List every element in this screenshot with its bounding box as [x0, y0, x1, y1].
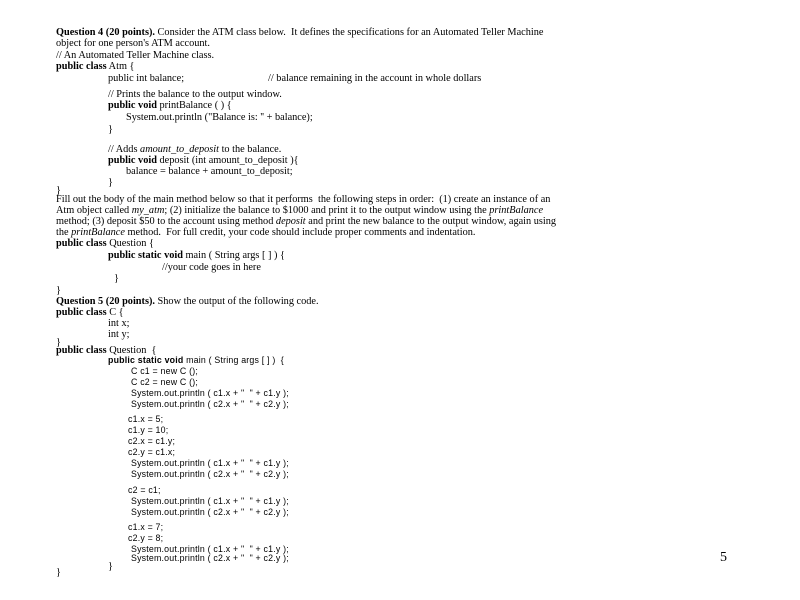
comment-text: // Adds — [108, 144, 141, 155]
q5-code-line: C c1 = new C (); — [131, 366, 198, 376]
task-text: and print the new balance to the output window, again using — [305, 216, 557, 227]
q4-main-comment: //your code goes in here — [162, 262, 261, 273]
q4-task-line-4 — [56, 227, 476, 238]
class-name: Atm { — [106, 61, 135, 72]
q5-c-class — [56, 307, 124, 318]
q5-c-class-close: } — [56, 337, 61, 348]
q4-field: public int balance; — [108, 73, 185, 84]
q4-method1-comment: // Prints the balance to the output window. — [108, 89, 282, 100]
q4-title: Question 4 (20 points). — [56, 27, 155, 38]
method-signature: printBalance ( ) { — [156, 100, 232, 111]
q5-code-line: System.out.println ( c2.x + " " + c2.y ); — [131, 507, 289, 517]
q4-class-decl — [56, 61, 134, 72]
comment-text: to the balance. — [219, 144, 282, 155]
q5-code-line: c2.x = c1.y; — [128, 436, 176, 446]
q4-question-class-close: } — [56, 285, 61, 296]
q4-class-close: } — [56, 185, 61, 196]
q5-field-x: int x; — [108, 318, 130, 329]
q4-class-comment: // An Automated Teller Machine class. — [56, 50, 215, 61]
keyword: public void — [108, 100, 157, 111]
q4-method1-signature — [108, 100, 232, 111]
q4-method1-close: } — [108, 124, 113, 135]
q5-code-line: System.out.println ( c2.x + " " + c2.y ); — [131, 399, 289, 409]
q5-main-signature — [108, 355, 284, 366]
q5-code-line: C c2 = new C (); — [131, 377, 198, 387]
method-signature: main ( String args [ ] ) { — [183, 355, 284, 365]
q4-intro-1: Consider the ATM class below. It defines the specifications for an Automated Teller Machine — [154, 27, 544, 38]
task-italic: printBalance — [489, 205, 544, 216]
q5-code-line: System.out.println ( c2.x + " " + c2.y ); — [131, 469, 289, 479]
q5-line-1 — [56, 296, 319, 307]
q4-intro-2: object for one person's ATM account. — [56, 38, 210, 49]
page-number: 5 — [720, 550, 727, 565]
q4-method2-close: } — [108, 177, 113, 188]
q4-task-line-1: Fill out the body of the main method below so that it performs the following steps in order: (1) create an instance of an — [56, 194, 551, 205]
class-name: Question { — [106, 238, 154, 249]
q4-task-line-3 — [56, 216, 556, 227]
q5-title: Question 5 (20 points). — [56, 296, 155, 307]
keyword: public void — [108, 155, 157, 166]
q5-code-line: System.out.println ( c2.x + " " + c2.y ); — [131, 553, 289, 563]
keyword: public class — [56, 61, 107, 72]
q4-field-comment: // balance remaining in the account in whole dollars — [268, 73, 482, 84]
q5-intro: Show the output of the following code. — [154, 296, 319, 307]
q5-code-line: c2 = c1; — [128, 485, 161, 495]
q4-method1-body: System.out.println ("Balance is: '' + balance); — [126, 112, 313, 123]
comment-italic: amount_to_deposit — [140, 144, 219, 155]
q5-field-y: int y; — [108, 329, 130, 340]
method-signature: deposit (int amount_to_deposit ){ — [156, 155, 299, 166]
q4-main-signature — [108, 250, 285, 261]
keyword: public class — [56, 238, 107, 249]
keyword: public class — [56, 307, 107, 318]
q4-question-class — [56, 238, 154, 249]
task-text: method; (3) deposit $50 to the account using method — [56, 216, 276, 227]
q5-class-close: } — [56, 567, 61, 578]
keyword: public class — [56, 345, 107, 356]
q5-code-line: System.out.println ( c1.x + " " + c1.y ); — [131, 458, 289, 468]
task-italic: deposit — [275, 216, 306, 227]
q4-method2-body: balance = balance + amount_to_deposit; — [126, 166, 293, 177]
q4-method2-comment — [108, 144, 281, 155]
task-text: ; (2) initialize the balance to $1000 and print it to the output window using the — [164, 205, 490, 216]
class-name: C { — [106, 307, 124, 318]
q4-task-line-2 — [56, 205, 543, 216]
q5-code-line: System.out.println ( c1.x + " " + c1.y ); — [131, 496, 289, 506]
q5-code-line: System.out.println ( c1.x + " " + c1.y ); — [131, 544, 289, 554]
task-italic: printBalance — [71, 227, 125, 238]
q4-line-1 — [56, 27, 543, 38]
q5-code-line: c2.y = 8; — [128, 533, 164, 543]
q5-code-line: c2.y = c1.x; — [128, 447, 176, 457]
class-name: Question { — [106, 345, 157, 356]
q5-code-line: c1.x = 5; — [128, 414, 164, 424]
q5-code-line: System.out.println ( c1.x + " " + c1.y ); — [131, 388, 289, 398]
keyword: public static void — [108, 355, 184, 365]
q4-method2-signature — [108, 155, 299, 166]
method-signature: main ( String args [ ] ) { — [182, 250, 285, 261]
task-text: Atm object called — [56, 205, 132, 216]
q5-main-close: } — [108, 561, 113, 572]
q5-code-line: c1.y = 10; — [128, 425, 169, 435]
q4-main-close: } — [114, 273, 119, 284]
task-text: method. For full credit, your code should include proper comments and indentation. — [124, 227, 476, 238]
q5-code-line: c1.x = 7; — [128, 522, 164, 532]
keyword: public static void — [108, 250, 183, 261]
task-italic: my_atm — [131, 205, 165, 216]
task-text: the — [56, 227, 72, 238]
